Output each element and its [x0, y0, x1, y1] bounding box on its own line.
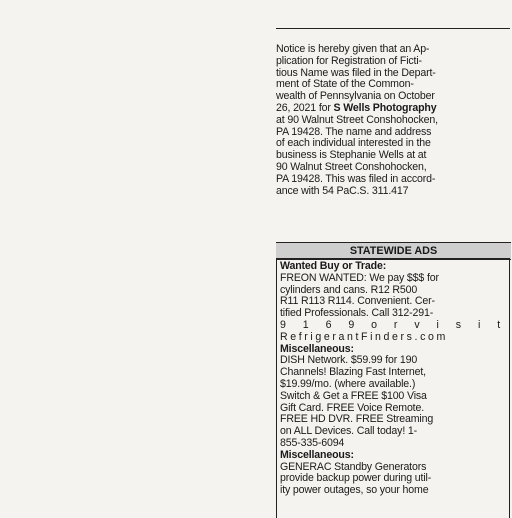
spread-char: 6 — [325, 318, 332, 331]
text-line: 855-335-6094 — [280, 436, 345, 449]
spread-char: 9 — [280, 318, 286, 331]
text-line: FREON WANTED: We pay $$$ for — [280, 271, 439, 284]
text-line: Notice is hereby given that an Ap- — [276, 43, 430, 55]
business-name: S Wells Photography — [333, 101, 437, 114]
text-line: ance with 54 PaC.S. 311.417 — [276, 184, 409, 197]
text-line: Switch & Get a FREE $100 Visa — [280, 389, 427, 402]
text-line: on ALL Devices. Call today! 1- — [280, 425, 418, 438]
divider — [276, 28, 510, 29]
website-text: RefrigerantFinders.com — [280, 330, 448, 343]
statewide-ads-box — [276, 258, 510, 518]
spread-char: 9 — [348, 318, 355, 331]
text-line — [280, 320, 506, 332]
text-line: tious Name was filed in the Depart- — [276, 66, 436, 79]
text-line: plication for Registration of Ficti- — [276, 54, 422, 67]
ad-heading: Miscellaneous: — [280, 448, 354, 461]
text-line: GENERAC Standby Generators — [280, 460, 427, 473]
spread-char: t — [497, 318, 500, 331]
text-line: ment of State of the Common- — [276, 78, 414, 91]
spread-char: o — [371, 318, 377, 331]
text-line: 90 Walnut Street Conshohocken, — [276, 160, 427, 173]
spread-char: i — [436, 318, 439, 331]
text-line: FREE HD DVR. FREE Streaming — [280, 413, 434, 426]
text-line: of each individual interested in the — [276, 137, 431, 150]
notice-date-text: 26, 2021 for — [276, 101, 334, 114]
text-line: wealth of Pennsylvania on October — [276, 90, 435, 103]
spread-char: 1 — [302, 318, 309, 331]
text-line: cylinders and cans. R12 R500 — [280, 283, 418, 296]
text-line: tified Professionals. Call 312-291- — [280, 307, 434, 320]
ad-heading: Miscellaneous: — [280, 342, 354, 355]
text-line: DISH Network. $59.99 for 190 — [280, 354, 418, 367]
spread-char: s — [455, 318, 461, 331]
text-line — [276, 103, 438, 115]
spread-char: r — [393, 318, 398, 331]
fictitious-name-notice — [276, 44, 438, 197]
ad-heading: Wanted Buy or Trade: — [280, 260, 387, 272]
text-line: Gift Card. FREE Voice Remote. — [280, 401, 425, 414]
text-line: $19.99/mo. (where available.) — [280, 377, 416, 390]
text-line: at 90 Walnut Street Conshohocken, — [276, 113, 438, 126]
spread-char: i — [477, 318, 481, 331]
text-line: business is Stephanie Wells at at — [276, 149, 427, 162]
statewide-ads-heading: STATEWIDE ADS — [276, 242, 511, 260]
text-line: ity power outages, so your home — [280, 484, 429, 497]
text-line: PA 19428. This was filed in accord- — [276, 172, 436, 185]
text-line: Channels! Blazing Fast Internet, — [280, 366, 426, 379]
spread-char: v — [414, 318, 420, 331]
text-line: R11 R113 R114. Convenient. Cer- — [280, 295, 435, 308]
text-line: PA 19428. The name and address — [276, 125, 432, 138]
text-line: provide backup power during util- — [280, 472, 432, 485]
